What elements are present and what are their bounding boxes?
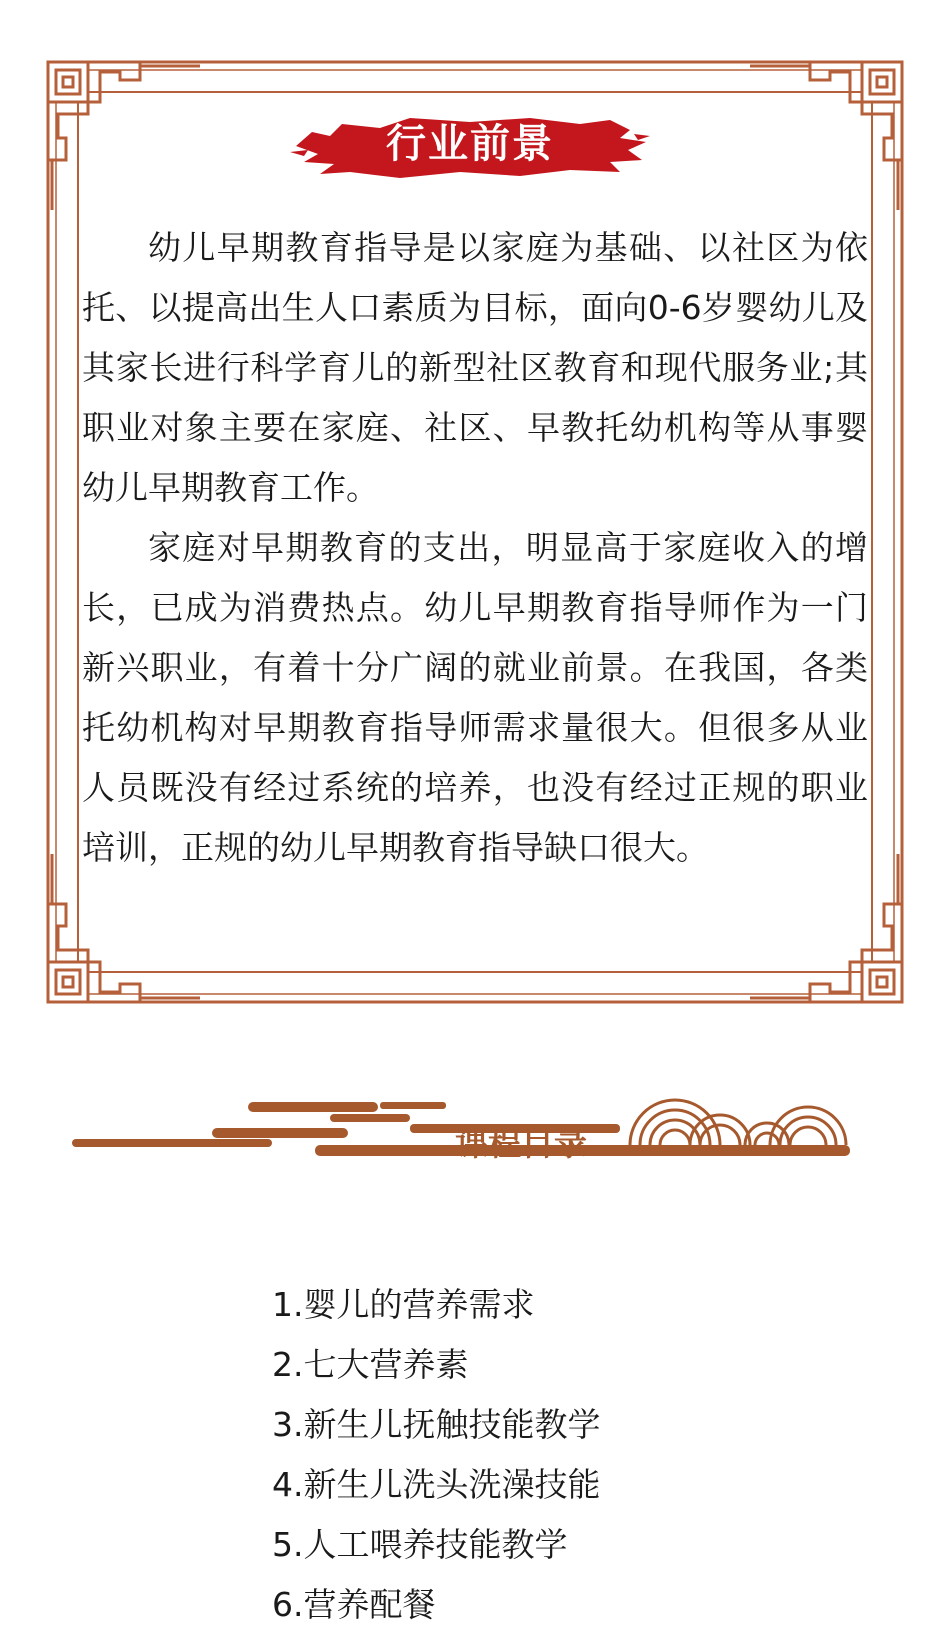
- list-item: 6.营养配餐: [272, 1585, 436, 1624]
- industry-prospects-body: [82, 218, 868, 878]
- list-item: 3.新生儿抚触技能教学: [272, 1405, 601, 1444]
- section-title-course-catalog: 课程目录: [455, 1124, 587, 1163]
- section-title-industry-prospects: 行业前景: [386, 121, 554, 167]
- list-item: 5.人工喂养技能教学: [272, 1525, 568, 1564]
- list-item: 1.婴儿的营养需求: [272, 1285, 535, 1324]
- list-item: 2.七大营养素: [272, 1345, 469, 1384]
- paragraph-1: 幼儿早期教育指导是以家庭为基础、以社区为依托、以提高出生人口素质为目标，面向0-6岁婴幼儿及其家长进行科学育儿的新型社区教育和现代服务业;其职业对象主要在家庭、社区、早教托幼机构等从事婴幼儿早期教育工作。: [82, 228, 868, 507]
- course-list: [272, 1275, 601, 1635]
- list-item: 4.新生儿洗头洗澡技能: [272, 1465, 601, 1504]
- paragraph-2: 家庭对早期教育的支出，明显高于家庭收入的增长，已成为消费热点。幼儿早期教育指导师作为一门新兴职业，有着十分广阔的就业前景。在我国，各类托幼机构对早期教育指导师需求量很大。但很多从业人员既没有经过系统的培养，也没有经过正规的职业培训，正规的幼儿早期教育指导缺口很大。: [82, 528, 868, 867]
